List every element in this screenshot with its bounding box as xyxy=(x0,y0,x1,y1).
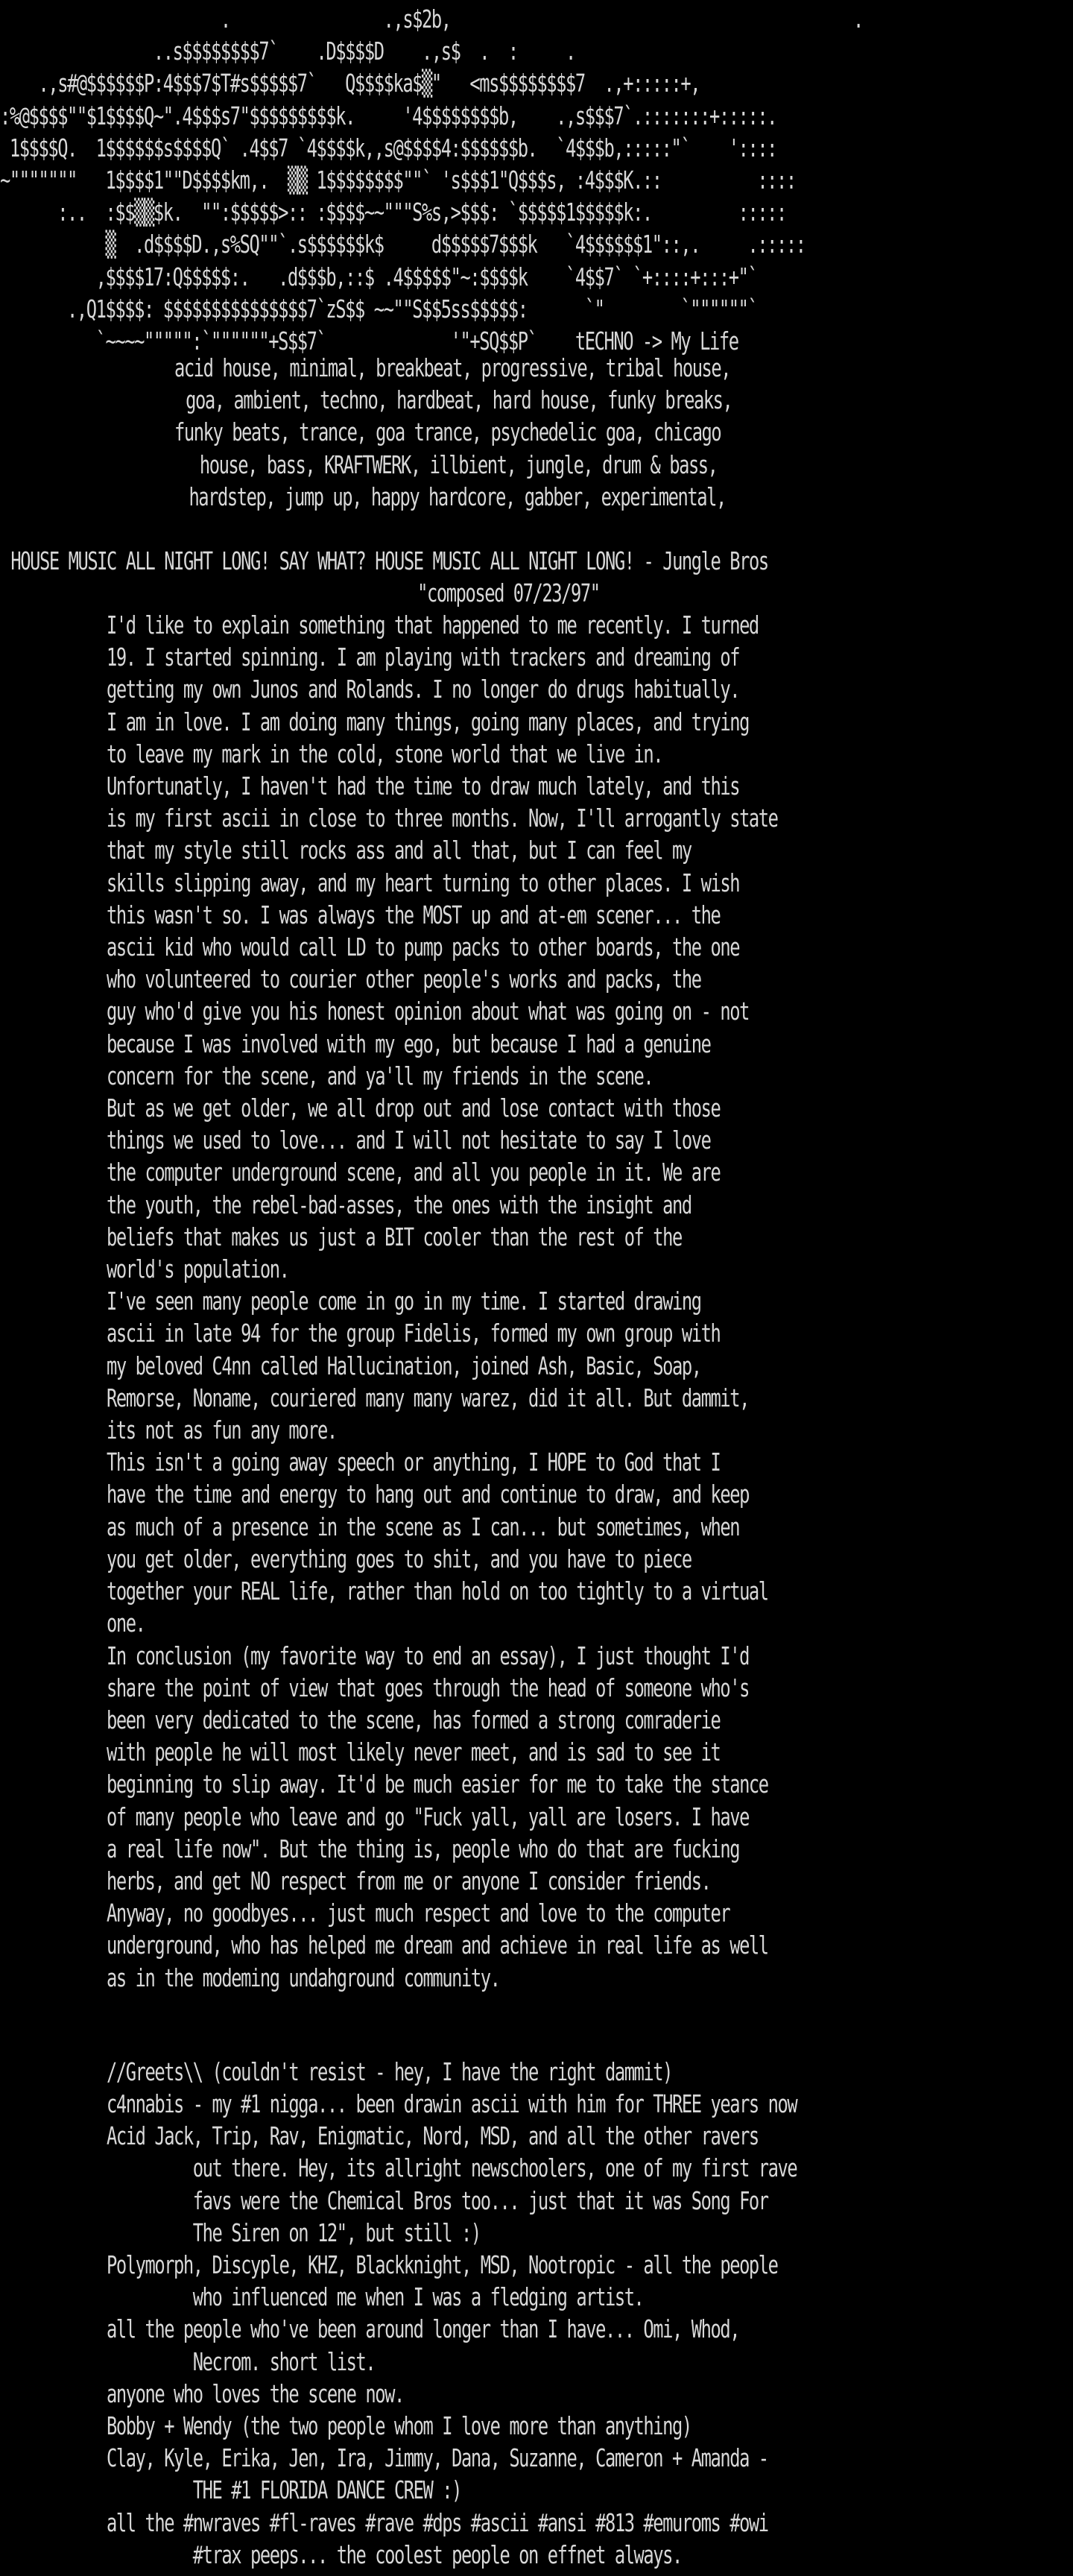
composed-date: "composed 07/23/97" xyxy=(417,578,600,608)
genre-line: acid house, minimal, breakbeat, progressive, tribal house, xyxy=(174,353,731,382)
greets-heading xyxy=(107,2056,672,2088)
essay-text: I'd like to explain something that happened to me recently. I turned 19. I started spinning. I am playing with trackers and dreaming of getting my own Junos and Rolands. I no longer do drugs habitually. I am in love. I am doing many things, going many places, and trying to leave my mark in the cold, stone world that we live in. Unfortunatly, I haven't had the time to draw much lately, and this is my first ascii in close to three months. Now, I'll arrogantly state that my style still rocks ass and all that, but I can feel my skills slipping away, and my heart turning to other places. I wish this wasn't so. I was always the MOST up and at-em scener... the ascii kid who would call LD to pump packs to other boards, the one who volunteered to courier other people's works and packs, the guy who'd give you his honest opinion about what was going on - not because I was involved with my ego, but because I had a genuine concern for the scene, and ya'll my friends in the scene. But as we get older, we all drop out and lose contact with those things we used to love... and I will not hesitate to say I love the computer underground scene, and all you people in it. We are the youth, the rebel-bad-asses, the ones with the insight and beliefs that makes us just a BIT cooler than the rest of the world's population. I've seen many people come in go in my time. I started drawing ascii in late 94 for the group Fidelis, formed my own group with my beloved C4nn called Hallucination, joined Ash, Basic, Soap, Remorse, Noname, couriered many many warez, did it all. But dammit, its not as fun any more. This isn't a going away speech or anything, I HOPE to God that I have the time and energy to hang out and continue to draw, and keep as much of a presence in the scene as I can... but sometimes, when you get older, everything goes to shit, and you have to piece together your REAL life, rather than hold on too tightly to a virtual one. In conclusion (my favorite way to end an essay), I just thought I'd share the point of view that goes through the head of someone who's been very dedicated to the scene, has formed a strong comraderie with people he will most likely never meet, and is sad to see it beginning to slip away. It'd be much easier for me to take the stance of many people who leave and go "Fuck yall, yall are losers. I have a real life now". But the thing is, people who do that are fucking herbs, and get NO respect from me or anyone I consider friends. Anyway, no goodbyes... just much respect and love to the computer underground, who has helped me dream and achieve in real life as well as in the modeming undahground community. xyxy=(107,610,778,1992)
quote-headline: HOUSE MUSIC ALL NIGHT LONG! SAY WHAT? HOUSE MUSIC ALL NIGHT LONG! - Jungle Bros xyxy=(10,546,768,575)
genre-line: funky beats, trance, goa trance, psychedelic goa, chicago xyxy=(174,417,721,447)
headline-block xyxy=(0,545,768,609)
genre-line: goa, ambient, techno, hardbeat, hard house, funky breaks, xyxy=(186,385,732,415)
genre-line: hardstep, jump up, happy hardcore, gabber, experimental, xyxy=(189,482,726,511)
ascii-art-logo: . .,s$2b, . ..s$$$$$$$$7` .D$$$$D .,s$ . : . .,s#@$$$$$$P:4$$$7$T#s$$$$$7` Q$$$$ka$▒" <ms$$$$$$$$7 .,+:::::+, :%@$$$$""$1$$$$Q~".4$$$s7"$$$$$$$$$k. '4$$$$$$$$b, .,s$$$7`.:::::::+:::::. 1$$$$Q. 1$$$$$$s$$$$Q` .4$$7 `4$$$$k,,s@$$$$4:$$$$$$b. `4$$$b,:::::"` ':::: ~""""""" 1$$$$1""D$$$$km,. ▒▒ 1$$$$$$$$""` 's$$$1"Q$$$s, :4$$$K.:: :::: :.. :$$▒▒$k. "":$$$$$>:: :$$$$~~"""S%s,>$$$: `$$$$$1$$$$$k:. ::::: ▒ .d$$$$D.,s%SQ""`.s$$$$$$k$ d$$$$$7$$$k `4$$$$$$1"::,. .::::: ,$$$$17:Q$$$$$:. .d$$$b,::$ .4$$$$$"~:$$$$k `4$$7` `+::::+:::+"` .,Q1$$$$: $$$$$$$$$$$$$$$7`zS$$ ~~""S$$5ss$$$$$: `" `""""""` `~~~~""""":`""""""+S$$7` '"+SQ$$P` tECHNO -> My Life xyxy=(0,4,863,356)
essay-body xyxy=(107,609,778,1994)
greets-text: c4nnabis - my #1 nigga... been drawin ascii with him for THREE years now Acid Jack, Trip, Rav, Enigmatic, Nord, MSD, and all the other ravers out there. Hey, its allright newschoolers, one of my first rave favs were the Chemical Bros too... just that it was Song For The Siren on 12", but still :) Polymorph, Discyple, KHZ, Blackknight, MSD, Nootropic - all the people who influenced me when I was a fledging artist. all the people who've been around longer than I have... Omi, Whod, Necrom. short list. anyone who loves the scene now. Bobby + Wendy (the two people whom I love more than anything) Clay, Kyle, Erika, Jen, Ira, Jimmy, Dana, Suzanne, Cameron + Amanda - THE #1 FLORIDA DANCE CREW :) all the #nwraves #fl-raves #rave #dps #ascii #ansi #813 #emuroms #owi #trax peeps... the coolest people on effnet always. xyxy=(107,2089,797,2569)
genre-line: house, bass, KRAFTWERK, illbient, jungle, drum & bass, xyxy=(199,449,718,479)
genre-list xyxy=(0,352,732,513)
greets-heading-text: //Greets\\ (couldn't resist - hey, I have the right dammit) xyxy=(107,2057,673,2086)
greets-list xyxy=(107,2088,797,2571)
